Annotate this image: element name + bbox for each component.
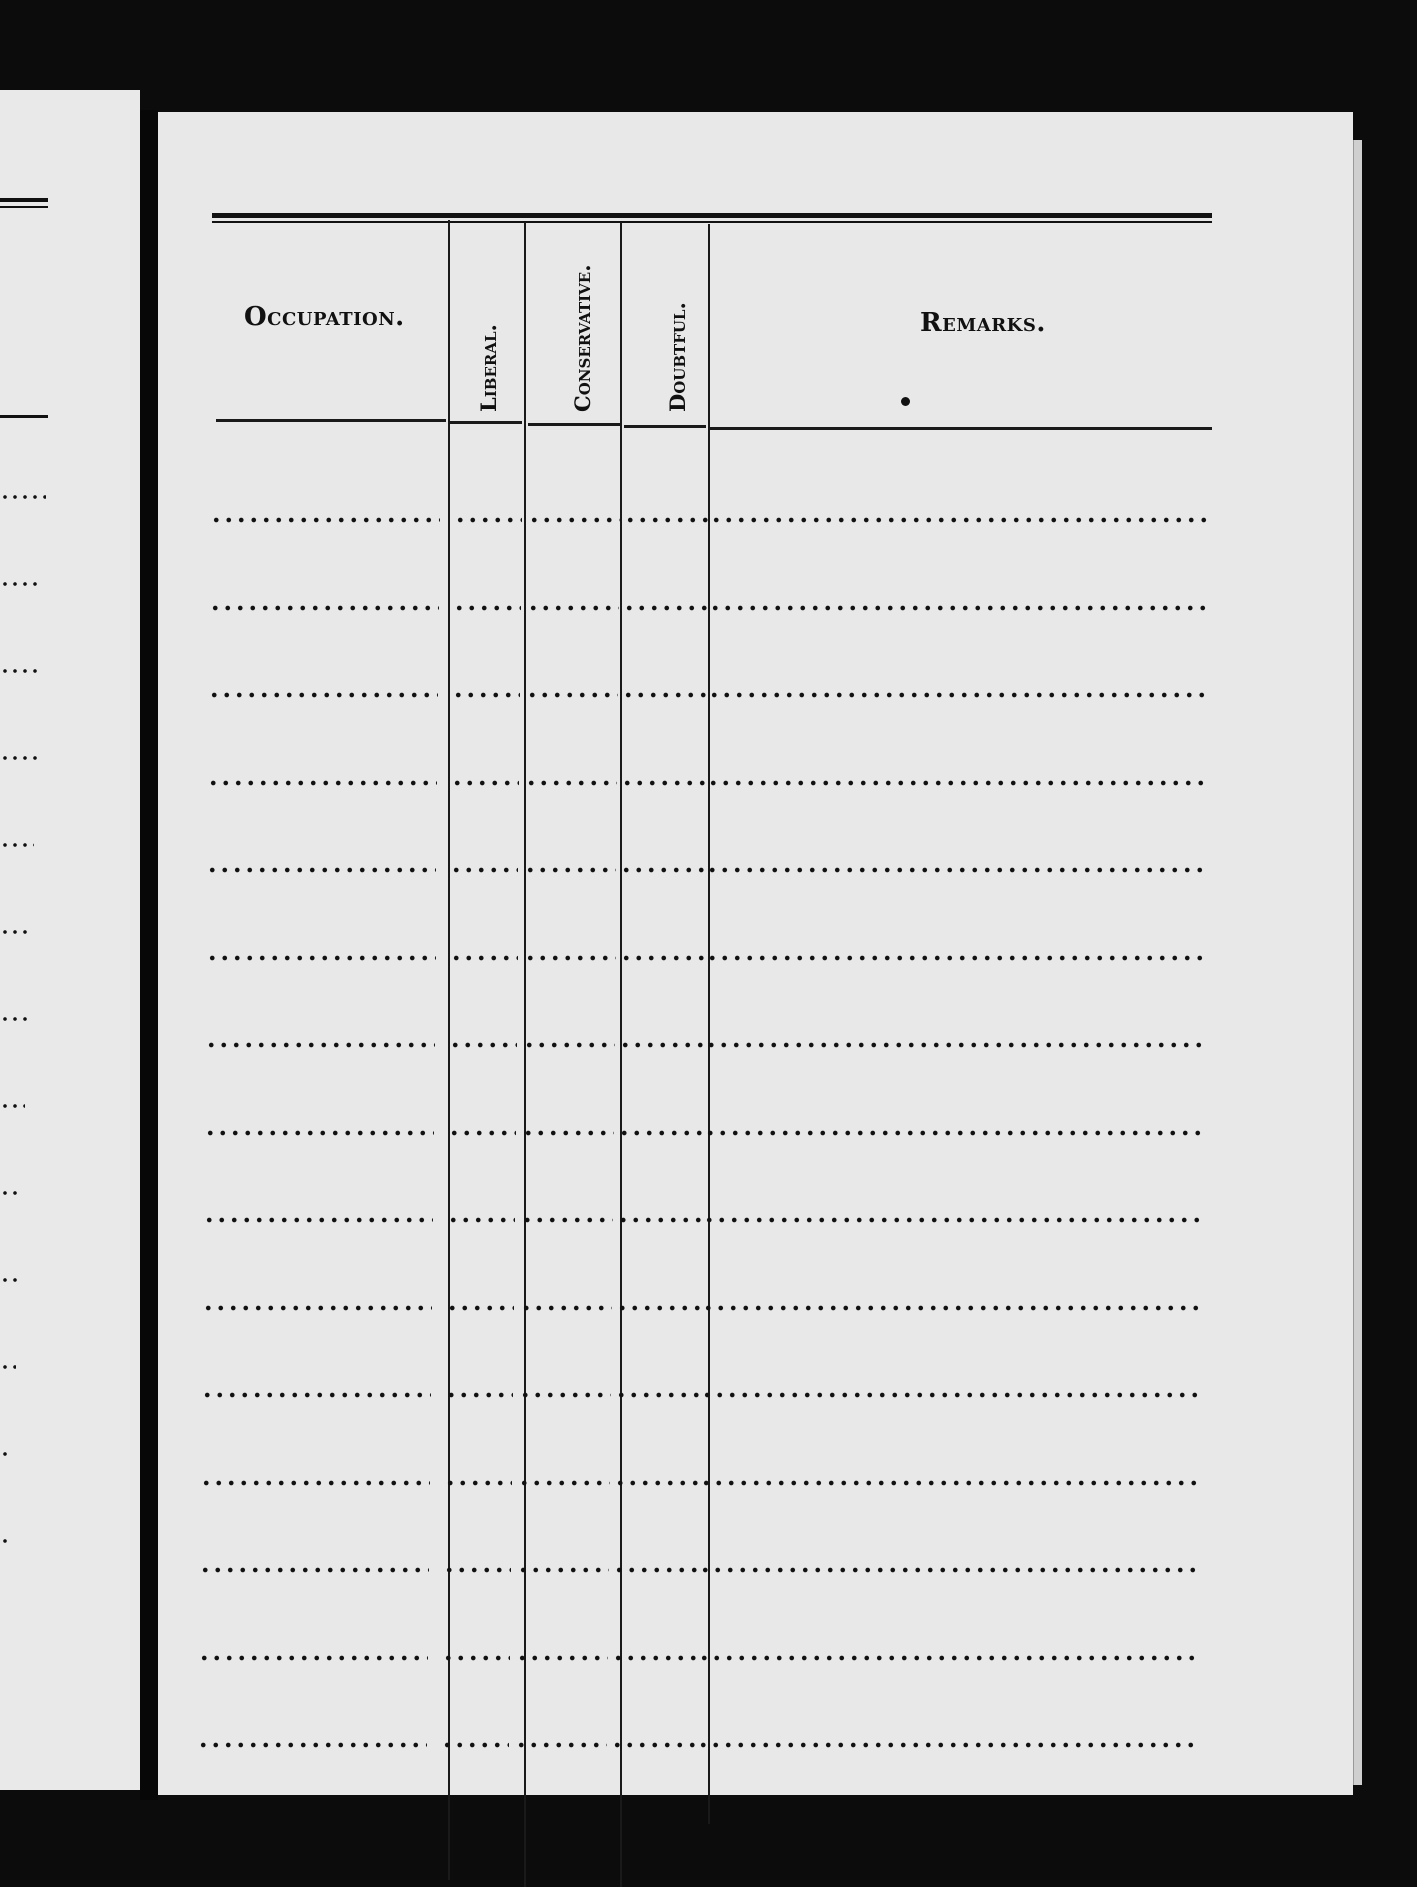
facing-page-dotted-line <box>0 1016 28 1022</box>
entry-dotted-line <box>526 691 618 699</box>
entry-dotted-line <box>710 516 1210 524</box>
entry-dotted-line <box>210 516 440 524</box>
facing-page-dotted-line <box>0 1103 25 1109</box>
entry-dotted-line <box>522 1129 614 1137</box>
entry-dotted-line <box>528 516 620 524</box>
header-underline-remarks <box>710 427 1212 430</box>
facing-page-dotted-line <box>0 581 43 587</box>
ink-mark <box>901 397 910 406</box>
entry-dotted-line <box>525 779 617 787</box>
entry-dotted-line <box>444 1479 512 1487</box>
entry-dotted-line <box>521 1216 613 1224</box>
entry-dotted-line <box>524 866 616 874</box>
doubtful-header: Doubtful. <box>665 302 690 412</box>
entry-dotted-line <box>452 691 520 699</box>
header-underline-liberal <box>450 421 522 424</box>
entry-dotted-line <box>199 1566 429 1574</box>
entry-dotted-line <box>442 1654 510 1662</box>
facing-page-rule <box>0 206 48 208</box>
entry-dotted-line <box>206 954 436 962</box>
entry-dotted-line <box>702 1304 1202 1312</box>
entry-dotted-line <box>699 1566 1199 1574</box>
conservative-header: Conservative. <box>570 264 595 412</box>
entry-dotted-line <box>612 1654 698 1662</box>
header-rule-thick <box>212 213 1212 218</box>
remarks-header: Remarks. <box>920 308 1046 338</box>
entry-dotted-line <box>203 1216 433 1224</box>
facing-page-rule <box>0 198 48 202</box>
facing-page-dotted-line <box>0 1364 16 1370</box>
entry-dotted-line <box>454 516 522 524</box>
entry-dotted-line <box>616 1304 702 1312</box>
entry-dotted-line <box>615 1391 701 1399</box>
liberal-header: Liberal. <box>476 324 501 412</box>
entry-dotted-line <box>524 954 616 962</box>
facing-page <box>0 90 140 1790</box>
facing-page-dotted-line <box>0 494 46 500</box>
header-underline-doubtful <box>624 425 706 428</box>
column-divider <box>620 222 622 1887</box>
entry-dotted-line <box>623 604 709 612</box>
entry-dotted-line <box>208 691 438 699</box>
entry-dotted-line <box>619 1041 705 1049</box>
entry-dotted-line <box>447 1216 515 1224</box>
entry-dotted-line <box>700 1479 1200 1487</box>
entry-dotted-line <box>206 866 436 874</box>
entry-dotted-line <box>209 604 439 612</box>
entry-dotted-line <box>708 691 1208 699</box>
entry-dotted-line <box>705 1041 1205 1049</box>
facing-page-dotted-line <box>0 929 31 935</box>
facing-page-dotted-line <box>0 1190 22 1196</box>
entry-dotted-line <box>519 1391 611 1399</box>
entry-dotted-line <box>516 1654 608 1662</box>
header-underline-occupation <box>216 419 446 422</box>
entry-dotted-line <box>517 1566 609 1574</box>
entry-dotted-line <box>451 779 519 787</box>
entry-dotted-line <box>453 604 521 612</box>
entry-dotted-line <box>527 604 619 612</box>
entry-dotted-line <box>450 954 518 962</box>
entry-dotted-line <box>450 866 518 874</box>
entry-dotted-line <box>613 1566 699 1574</box>
entry-dotted-line <box>441 1741 509 1749</box>
entry-dotted-line <box>703 1216 1203 1224</box>
column-divider <box>708 224 710 1824</box>
column-divider <box>448 220 450 1880</box>
entry-dotted-line <box>523 1041 615 1049</box>
entry-dotted-line <box>709 604 1209 612</box>
header-rule-thin <box>212 221 1212 223</box>
facing-page-dotted-line <box>0 1277 19 1283</box>
facing-page-dotted-line <box>0 755 37 761</box>
entry-dotted-line <box>518 1479 610 1487</box>
facing-page-dotted-line <box>0 842 34 848</box>
entry-dotted-line <box>618 1129 704 1137</box>
entry-dotted-line <box>198 1654 428 1662</box>
entry-dotted-line <box>202 1304 432 1312</box>
entry-dotted-line <box>200 1479 430 1487</box>
entry-dotted-line <box>697 1741 1197 1749</box>
facing-page-dotted-line <box>0 1451 13 1457</box>
entry-dotted-line <box>446 1304 514 1312</box>
entry-dotted-line <box>707 779 1207 787</box>
entry-dotted-line <box>515 1741 607 1749</box>
entry-dotted-line <box>614 1479 700 1487</box>
book-gutter <box>140 110 158 1800</box>
entry-dotted-line <box>443 1566 511 1574</box>
entry-dotted-line <box>624 516 710 524</box>
page-edge <box>1353 140 1362 1785</box>
entry-dotted-line <box>704 1129 1204 1137</box>
entry-dotted-line <box>204 1129 434 1137</box>
entry-dotted-line <box>620 954 706 962</box>
entry-dotted-line <box>621 779 707 787</box>
entry-dotted-line <box>197 1741 427 1749</box>
header-underline-conservative <box>528 423 620 426</box>
entry-dotted-line <box>611 1741 697 1749</box>
entry-dotted-line <box>706 866 1206 874</box>
entry-dotted-line <box>622 691 708 699</box>
facing-page-dotted-line <box>0 1538 12 1544</box>
facing-page-dotted-line <box>0 668 40 674</box>
facing-page-rule <box>0 415 48 418</box>
occupation-header: Occupation. <box>244 302 405 332</box>
entry-dotted-line <box>445 1391 513 1399</box>
entry-dotted-line <box>520 1304 612 1312</box>
entry-dotted-line <box>706 954 1206 962</box>
entry-dotted-line <box>620 866 706 874</box>
entry-dotted-line <box>201 1391 431 1399</box>
entry-dotted-line <box>205 1041 435 1049</box>
entry-dotted-line <box>449 1041 517 1049</box>
entry-dotted-line <box>617 1216 703 1224</box>
entry-dotted-line <box>701 1391 1201 1399</box>
entry-dotted-line <box>698 1654 1198 1662</box>
entry-dotted-line <box>207 779 437 787</box>
column-divider <box>524 222 526 1887</box>
ledger-page <box>158 112 1353 1795</box>
entry-dotted-line <box>448 1129 516 1137</box>
